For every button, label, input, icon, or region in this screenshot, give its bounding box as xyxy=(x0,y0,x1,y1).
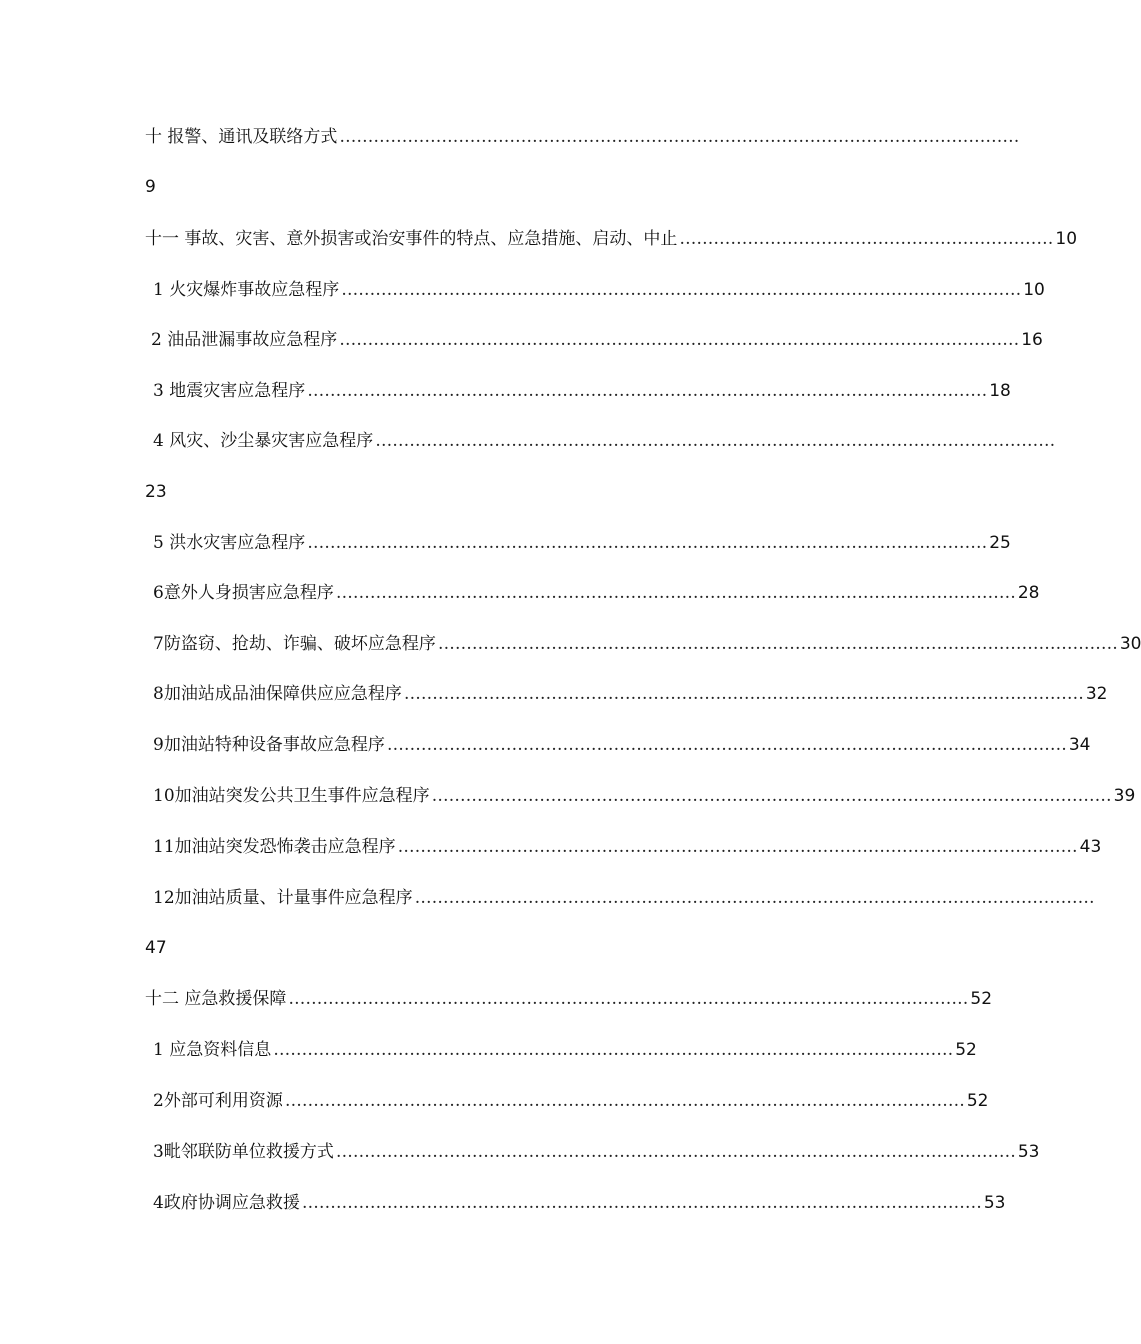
toc-entry-label: 十二 应急救援保障 xyxy=(145,989,287,1009)
toc-entry[interactable] xyxy=(145,224,1078,254)
leader-dots: ………………………………………………………………………………………………………… xyxy=(301,1193,982,1213)
toc-entry-page: 43 xyxy=(1079,837,1102,857)
toc-entry[interactable] xyxy=(153,832,1102,862)
toc-entry[interactable] xyxy=(153,1035,977,1065)
toc-entry-page: 16 xyxy=(1021,330,1043,350)
leader-dots: ………………………………………………………………………………………………………… xyxy=(335,1142,1016,1162)
leader-dots: ………………………………………………………………………………………………………… xyxy=(397,837,1078,857)
leader-dots: ………………………………………………………………………………………………………… xyxy=(375,431,1056,451)
toc-entry-page: 52 xyxy=(970,989,993,1009)
toc-entry[interactable] xyxy=(153,1188,1006,1218)
leader-dots: ………………………………………………………………………………………………………… xyxy=(403,684,1084,704)
toc-entry-label: 3 地震灾害应急程序 xyxy=(153,381,306,401)
toc-entry-page: 23 xyxy=(145,482,167,502)
toc-entry-page: 53 xyxy=(983,1193,1006,1213)
toc-entry[interactable] xyxy=(153,1137,1040,1167)
toc-entry[interactable] xyxy=(153,528,1011,558)
toc-entry-label: 1 应急资料信息 xyxy=(153,1040,272,1060)
toc-entry-label: 12加油站质量、计量事件应急程序 xyxy=(153,888,413,908)
leader-dots: ………………………………………………………… xyxy=(679,229,1054,249)
toc-entry-label: 6意外人身损害应急程序 xyxy=(153,583,334,603)
toc-entry-page: 25 xyxy=(989,533,1011,553)
toc-entry-label: 5 洪水灾害应急程序 xyxy=(153,533,306,553)
toc-entry[interactable] xyxy=(153,1086,989,1116)
toc-entry[interactable] xyxy=(153,275,1045,305)
leader-dots: ………………………………………………………………………………………………………… xyxy=(335,583,1016,603)
toc-entry[interactable] xyxy=(151,325,1043,355)
leader-dots: ………………………………………………………………………………………………………… xyxy=(307,381,988,401)
toc-entry-label: 8加油站成品油保障供应应急程序 xyxy=(153,684,402,704)
toc-entry-page: 53 xyxy=(1017,1142,1040,1162)
leader-dots: ………………………………………………………………………………………………………… xyxy=(339,127,1020,147)
toc-entry-page: 10 xyxy=(1055,229,1078,249)
toc-entry[interactable] xyxy=(153,883,1095,913)
leader-dots: ………………………………………………………………………………………………………… xyxy=(341,280,1022,300)
toc-entry-label: 4 风灾、沙尘暴灾害应急程序 xyxy=(153,431,374,451)
toc-entry-page: 39 xyxy=(1113,786,1136,806)
toc-entry-page: 47 xyxy=(145,938,167,958)
leader-dots: ………………………………………………………………………………………………………… xyxy=(339,330,1020,350)
toc-entry-page: 9 xyxy=(145,177,156,197)
toc-entry-page: 10 xyxy=(1023,280,1045,300)
leader-dots: ………………………………………………………………………………………………………… xyxy=(437,634,1118,654)
toc-entry-page: 52 xyxy=(955,1040,977,1060)
leader-dots: ………………………………………………………………………………………………………… xyxy=(431,786,1112,806)
toc-entry-page: 30 xyxy=(1119,634,1141,654)
leader-dots: ………………………………………………………………………………………………………… xyxy=(288,989,969,1009)
toc-entry-label: 11加油站突发恐怖袭击应急程序 xyxy=(153,837,396,857)
toc-entry-label: 7防盗窃、抢劫、诈骗、破坏应急程序 xyxy=(153,634,436,654)
toc-entry-label: 十 报警、通讯及联络方式 xyxy=(145,127,338,147)
toc-entry-label: 十一 事故、灾害、意外损害或治安事件的特点、应急措施、启动、中止 xyxy=(145,229,678,249)
toc-entry-label: 10加油站突发公共卫生事件应急程序 xyxy=(153,786,430,806)
toc-entry[interactable] xyxy=(153,629,1141,659)
toc-entry-label: 1 火灾爆炸事故应急程序 xyxy=(153,280,340,300)
toc-entry[interactable] xyxy=(153,781,1136,811)
toc-entry[interactable] xyxy=(153,578,1040,608)
toc-entry-page: 32 xyxy=(1085,684,1108,704)
toc-entry-page: 52 xyxy=(966,1091,989,1111)
toc-entry[interactable] xyxy=(153,730,1091,760)
toc-entry[interactable] xyxy=(145,122,1020,152)
toc-entry-page: 18 xyxy=(989,381,1011,401)
toc-entry-label: 4政府协调应急救援 xyxy=(153,1193,300,1213)
leader-dots: ………………………………………………………………………………………………………… xyxy=(284,1091,965,1111)
toc-entry-page: 34 xyxy=(1068,735,1091,755)
toc-entry-label: 3毗邻联防单位救援方式 xyxy=(153,1142,334,1162)
toc-entry-page: 28 xyxy=(1017,583,1040,603)
toc-entry[interactable] xyxy=(145,984,993,1014)
toc-entry[interactable] xyxy=(153,679,1108,709)
leader-dots: ………………………………………………………………………………………………………… xyxy=(386,735,1067,755)
toc-entry-label: 9加油站特种设备事故应急程序 xyxy=(153,735,385,755)
toc-entry-label: 2外部可利用资源 xyxy=(153,1091,283,1111)
leader-dots: ………………………………………………………………………………………………………… xyxy=(307,533,988,553)
toc-entry[interactable] xyxy=(153,376,1011,406)
toc-entry-label: 2 油品泄漏事故应急程序 xyxy=(151,330,338,350)
leader-dots: ………………………………………………………………………………………………………… xyxy=(273,1040,954,1060)
leader-dots: ………………………………………………………………………………………………………… xyxy=(414,888,1095,908)
toc-entry[interactable] xyxy=(153,426,1056,456)
